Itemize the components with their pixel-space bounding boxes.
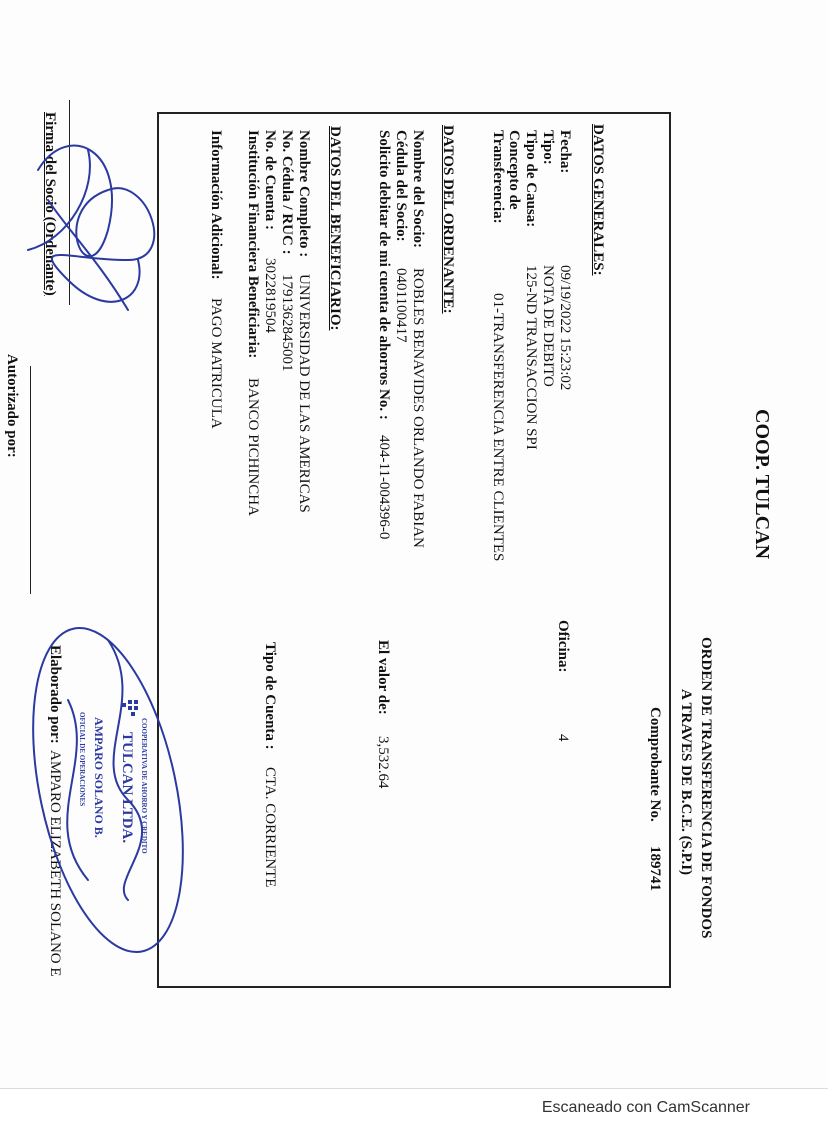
info-label: Información Adicional: xyxy=(208,130,224,280)
institucion-label: Institución Financiera Beneficiaria: xyxy=(245,130,261,359)
valor-label: El valor de: xyxy=(375,640,391,715)
oficina-label: Oficina: xyxy=(555,620,571,673)
beneficiario-cedula-value: 1791362845001 xyxy=(279,274,295,372)
stamp-line2: TULCAN LTDA. xyxy=(119,732,135,844)
concepto-label-2: Transferencia: xyxy=(490,130,506,224)
stamp-line3: AMPARO SOLANO B. xyxy=(92,717,106,838)
firma-label: Firma del Socio (Ordenante) xyxy=(42,112,58,296)
beneficiario-nombre-label: Nombre Completo : xyxy=(296,130,312,258)
stamp-logo-icon xyxy=(122,700,138,716)
tipo-value: NOTA DE DEBITO xyxy=(540,265,556,387)
general-heading: DATOS GENERALES: xyxy=(590,124,606,276)
beneficiario-cedula-label: No. Cédula / RUC : xyxy=(279,130,295,255)
oficina-value: 4 xyxy=(555,734,571,742)
concepto-label-1: Concepto de xyxy=(506,130,522,210)
camscanner-bar xyxy=(0,1088,828,1131)
tipo-causa-label: Tipo de Causa: xyxy=(523,130,539,228)
elaborado-label: Elaborado por: xyxy=(47,645,63,744)
fecha-label: Fecha: xyxy=(557,130,573,174)
concepto-value: 01-TRANSFERENCIA ENTRE CLIENTES xyxy=(490,293,506,562)
order-title-line2: A TRAVES DE B.C.E. (S.P.I) xyxy=(678,689,694,876)
beneficiario-cuenta-value: 3022819504 xyxy=(262,258,278,333)
stamp-outline xyxy=(7,614,209,965)
ordenante-signature xyxy=(28,146,154,310)
elaborado-value: AMPARO ELIZABETH SOLANO E xyxy=(47,750,63,977)
autorizado-label: Autorizado por: xyxy=(4,354,20,458)
ordenante-cedula-label: Cédula del Socio: xyxy=(393,130,409,242)
tipo-cuenta-label: Tipo de Cuenta : xyxy=(262,642,278,750)
camscanner-label: Escaneado con CamScanner xyxy=(541,1099,750,1116)
comprobante-label: Comprobante No. xyxy=(647,707,663,822)
solicito-text: Solicito debitar de mi cuenta de ahorros No. : xyxy=(376,130,392,420)
elaborado-signature xyxy=(67,640,142,900)
ordenante-nombre-label: Nombre del Socio: xyxy=(410,130,426,249)
fecha-value: 09/19/2022 15:23:02 xyxy=(557,265,573,391)
tipo-label: Tipo: xyxy=(540,130,556,165)
stamp-line4: OFICIAL DE OPERACIONES xyxy=(78,712,86,807)
stamp-line1: COOPERATIVA DE AHORRO Y CREDITO xyxy=(140,718,148,854)
order-title-line1: ORDEN DE TRANSFERENCIA DE FONDOS xyxy=(698,637,714,939)
comprobante-value: 189741 xyxy=(647,846,663,891)
beneficiario-heading: DATOS DEL BENEFICIARIO: xyxy=(327,126,343,331)
beneficiario-nombre-value: UNIVERSIDAD DE LAS AMERICAS xyxy=(296,274,312,513)
ordenante-heading: DATOS DEL ORDENANTE: xyxy=(440,125,456,314)
info-value: PAGO MATRICULA xyxy=(208,298,224,429)
ordenante-cuenta-value: 404-11-004396-0 xyxy=(376,435,392,540)
tipo-causa-value: 125-ND TRANSACCION SPI xyxy=(523,265,539,450)
tipo-cuenta-value: CTA. CORRIENTE xyxy=(262,767,278,888)
institucion-value: BANCO PICHINCHA xyxy=(245,378,261,516)
org-name: COOP. TULCAN xyxy=(751,409,773,560)
ordenante-nombre-value: ROBLES BENAVIDES ORLANDO FABIAN xyxy=(410,268,426,548)
beneficiario-cuenta-label: No. de Cuenta : xyxy=(262,130,278,230)
valor-value: 3,532.64 xyxy=(375,736,391,789)
ordenante-cedula-value: 0401100417 xyxy=(393,268,409,343)
